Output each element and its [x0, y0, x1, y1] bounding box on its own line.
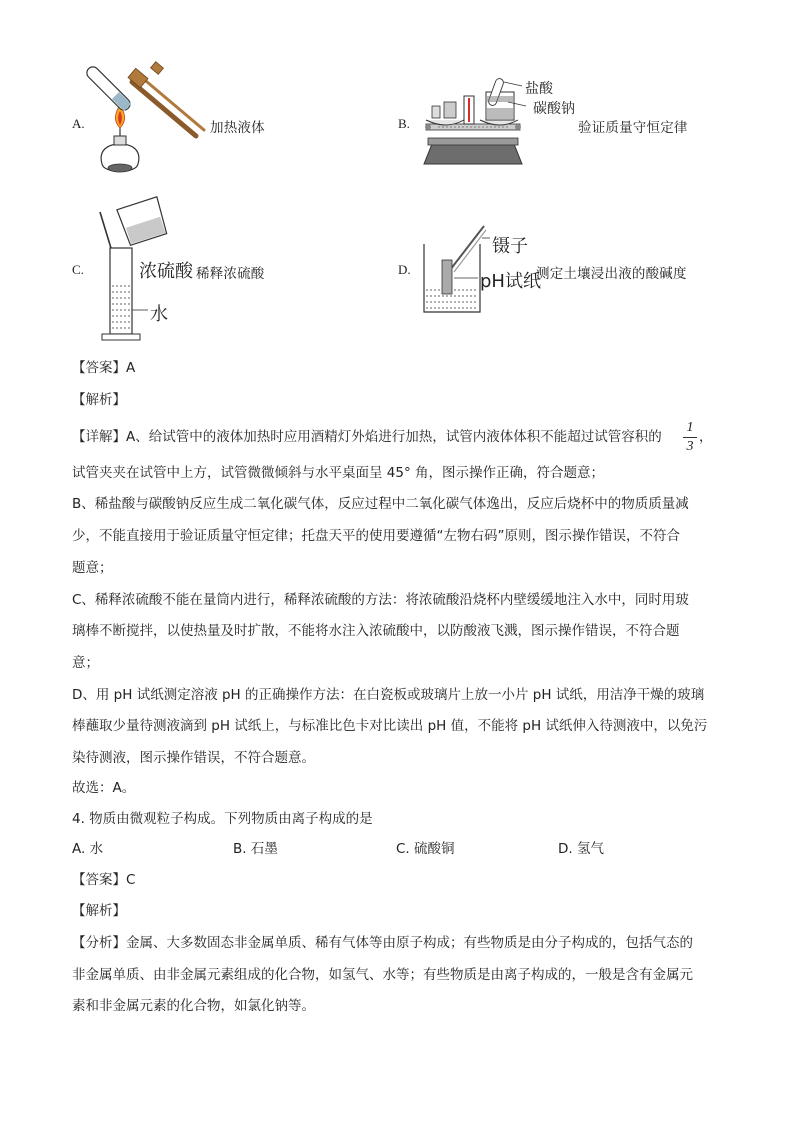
q4-option-c: C. 硫酸铜 — [396, 841, 455, 857]
label-concentrated-acid: 浓硫酸 — [139, 261, 193, 282]
answer-value: C — [126, 872, 136, 888]
label-water: 水 — [150, 304, 168, 325]
label-ph-paper: pH试纸 — [480, 271, 541, 292]
q3-line-c2: 璃棒不断搅拌，以使热量及时扩散，不能将水注入浓硫酸中，以防酸液飞溅，图示操作错误，不符合题 — [72, 623, 680, 639]
q4-analysis-line2: 非金属单质、由非金属元素组成的化合物，如氢气、水等；有些物质是由离子构成的，一般是含有金属元 — [72, 967, 693, 983]
heating-liquid-figure — [92, 64, 207, 182]
q3-line-d3: 染待测液，图示操作错误，不符合题意。 — [72, 750, 315, 766]
q3-line-b3: 题意； — [72, 560, 113, 576]
q3-line-a2: 试管夹夹在试管中上方，试管微微倾斜与水平桌面呈 45° 角，图示操作正确，符合题意； — [72, 465, 605, 481]
answer-tag: 【答案】 — [72, 872, 126, 888]
q3-answer — [72, 358, 135, 378]
label-tweezers: 镊子 — [492, 236, 528, 257]
q4-option-a: A. 水 — [72, 841, 104, 857]
q4-answer — [72, 870, 135, 890]
q4-analysis-tag: 【解析】 — [72, 903, 126, 919]
answer-tag: 【答案】 — [72, 360, 126, 376]
option-b-label: B. — [398, 116, 410, 131]
figure-b-caption: 验证质量守恒定律 — [578, 120, 688, 136]
fraction-bar — [683, 437, 697, 438]
q3-conclusion: 故选：A。 — [72, 780, 136, 796]
fraction-tail: ， — [699, 429, 713, 445]
q4-analysis-line1: 【分析】金属、大多数固态非金属单质、稀有气体等由原子构成；有些物质是由分子构成的，包括气态的 — [72, 935, 693, 951]
q3-line-d2: 棒蘸取少量待测液滴到 pH 试纸上，与标准比色卡对比读出 pH 值，不能将 pH 试纸伸入待测液中，以免污 — [72, 718, 708, 734]
q4-stem: 4. 物质由微观粒子构成。下列物质由离子构成的是 — [72, 811, 373, 827]
answer-value: A — [126, 360, 136, 376]
q3-line-d1: D、用 pH 试纸测定溶液 pH 的正确操作方法：在白瓷板或玻璃片上放一小片 pH 试纸，用洁净干燥的玻璃 — [72, 687, 705, 703]
option-a-label: A. — [72, 116, 85, 131]
figure-c-caption: 稀释浓硫酸 — [196, 266, 265, 282]
q4-option-d: D. 氢气 — [558, 841, 604, 857]
label-hydrochloric-acid: 盐酸 — [525, 81, 553, 97]
q3-analysis-tag: 【解析】 — [72, 392, 126, 408]
option-d-label: D. — [398, 262, 411, 277]
label-sodium-carbonate: 碳酸钠 — [533, 101, 575, 117]
figure-a-caption: 加热液体 — [210, 120, 265, 136]
option-c-label: C. — [72, 262, 84, 277]
balance-figure — [418, 72, 528, 172]
q4-option-b: B. 石墨 — [233, 841, 278, 857]
figure-d-caption: 测定土壤浸出液的酸碱度 — [536, 266, 687, 282]
q3-line-b1: B、稀盐酸与碳酸钠反应生成二氧化碳气体，反应过程中二氧化碳气体逸出，反应后烧杯中的物质质量减 — [72, 496, 689, 512]
q3-detail-line-a1: 【详解】A、给试管中的液体加热时应用酒精灯外焰进行加热，试管内液体体积不能超过试管容积的 — [72, 429, 662, 445]
fenxi-tag: 【分析】 — [72, 935, 126, 951]
q3-line-c3: 意； — [72, 655, 99, 671]
q3-line-c1: C、稀释浓硫酸不能在量筒内进行，稀释浓硫酸的方法：将浓硫酸沿烧杯内壁缓缓地注入水中，同时用玻 — [72, 592, 689, 608]
detail-tag: 【详解】 — [72, 429, 126, 445]
q3-line-b2: 少，不能直接用于验证质量守恒定律；托盘天平的使用要遵循“左物右码”原则，图示操作错误，不符合 — [72, 528, 680, 544]
fraction-denominator: 3 — [686, 439, 694, 454]
q4-analysis-line3: 素和非金属元素的化合物，如氯化钠等。 — [72, 998, 315, 1014]
fraction-numerator: 1 — [686, 420, 694, 435]
